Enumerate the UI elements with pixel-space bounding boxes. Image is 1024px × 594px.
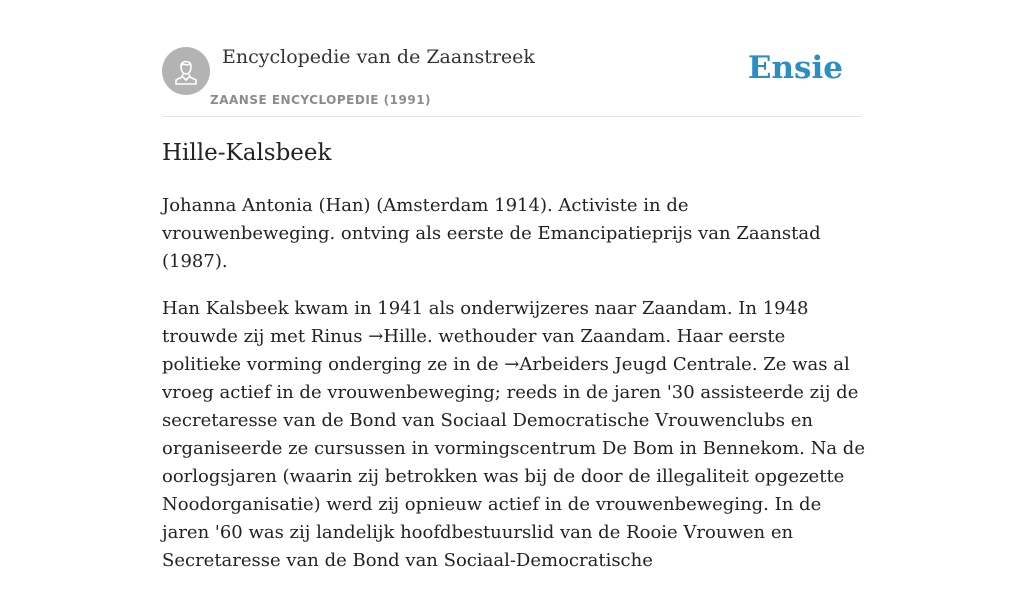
paragraph-text: Han Kalsbeek kwam in 1941 als onderwijzeres naar Zaandam. In 1948 trouwde zij met Rinus <box>162 298 809 347</box>
article-intro: Johanna Antonia (Han) (Amsterdam 1914). Activiste in de vrouwenbeweging. ontving als eerste de Emancipatieprijs van Zaanstad (1987). <box>162 195 821 272</box>
site-title[interactable]: Encyclopedie van de Zaanstreek <box>222 46 535 68</box>
paragraph-text: . wethouder van Zaandam. Haar eerste politieke vorming onderging ze in de <box>162 326 786 375</box>
article-title: Hille-Kalsbeek <box>162 140 332 166</box>
site-subtitle[interactable]: ZAANSE ENCYCLOPEDIE (1991) <box>210 93 432 107</box>
article-body <box>162 192 867 594</box>
article-paragraph <box>162 295 867 575</box>
brand-logo[interactable]: Ensie <box>747 50 843 86</box>
user-icon[interactable] <box>162 47 210 95</box>
header <box>162 40 862 117</box>
cross-reference-link-hille[interactable]: →Hille <box>368 326 427 347</box>
cross-reference-link-ajc[interactable]: →Arbeiders Jeugd Centrale <box>504 354 752 375</box>
paragraph-text: . Ze was al vroeg actief in de vrouwenbeweging; reeds in de jaren '30 assisteerde zij de secretaresse van de Bond van Sociaal Democratische Vrouwenclubs en organiseerde ze cursussen in vormingscentrum De Bom in Bennekom. Na de oorlogsjaren (waarin zij betrokken was bij de door de illegaliteit opgezette Noodorganisatie) werd zij opnieuw actief in de vrouwenbeweging. In de jaren '60 was zij landelijk hoofdbestuurslid van de Rooie Vrouwen en Secretaresse van de Bond van Sociaal-Democratische <box>162 354 865 571</box>
